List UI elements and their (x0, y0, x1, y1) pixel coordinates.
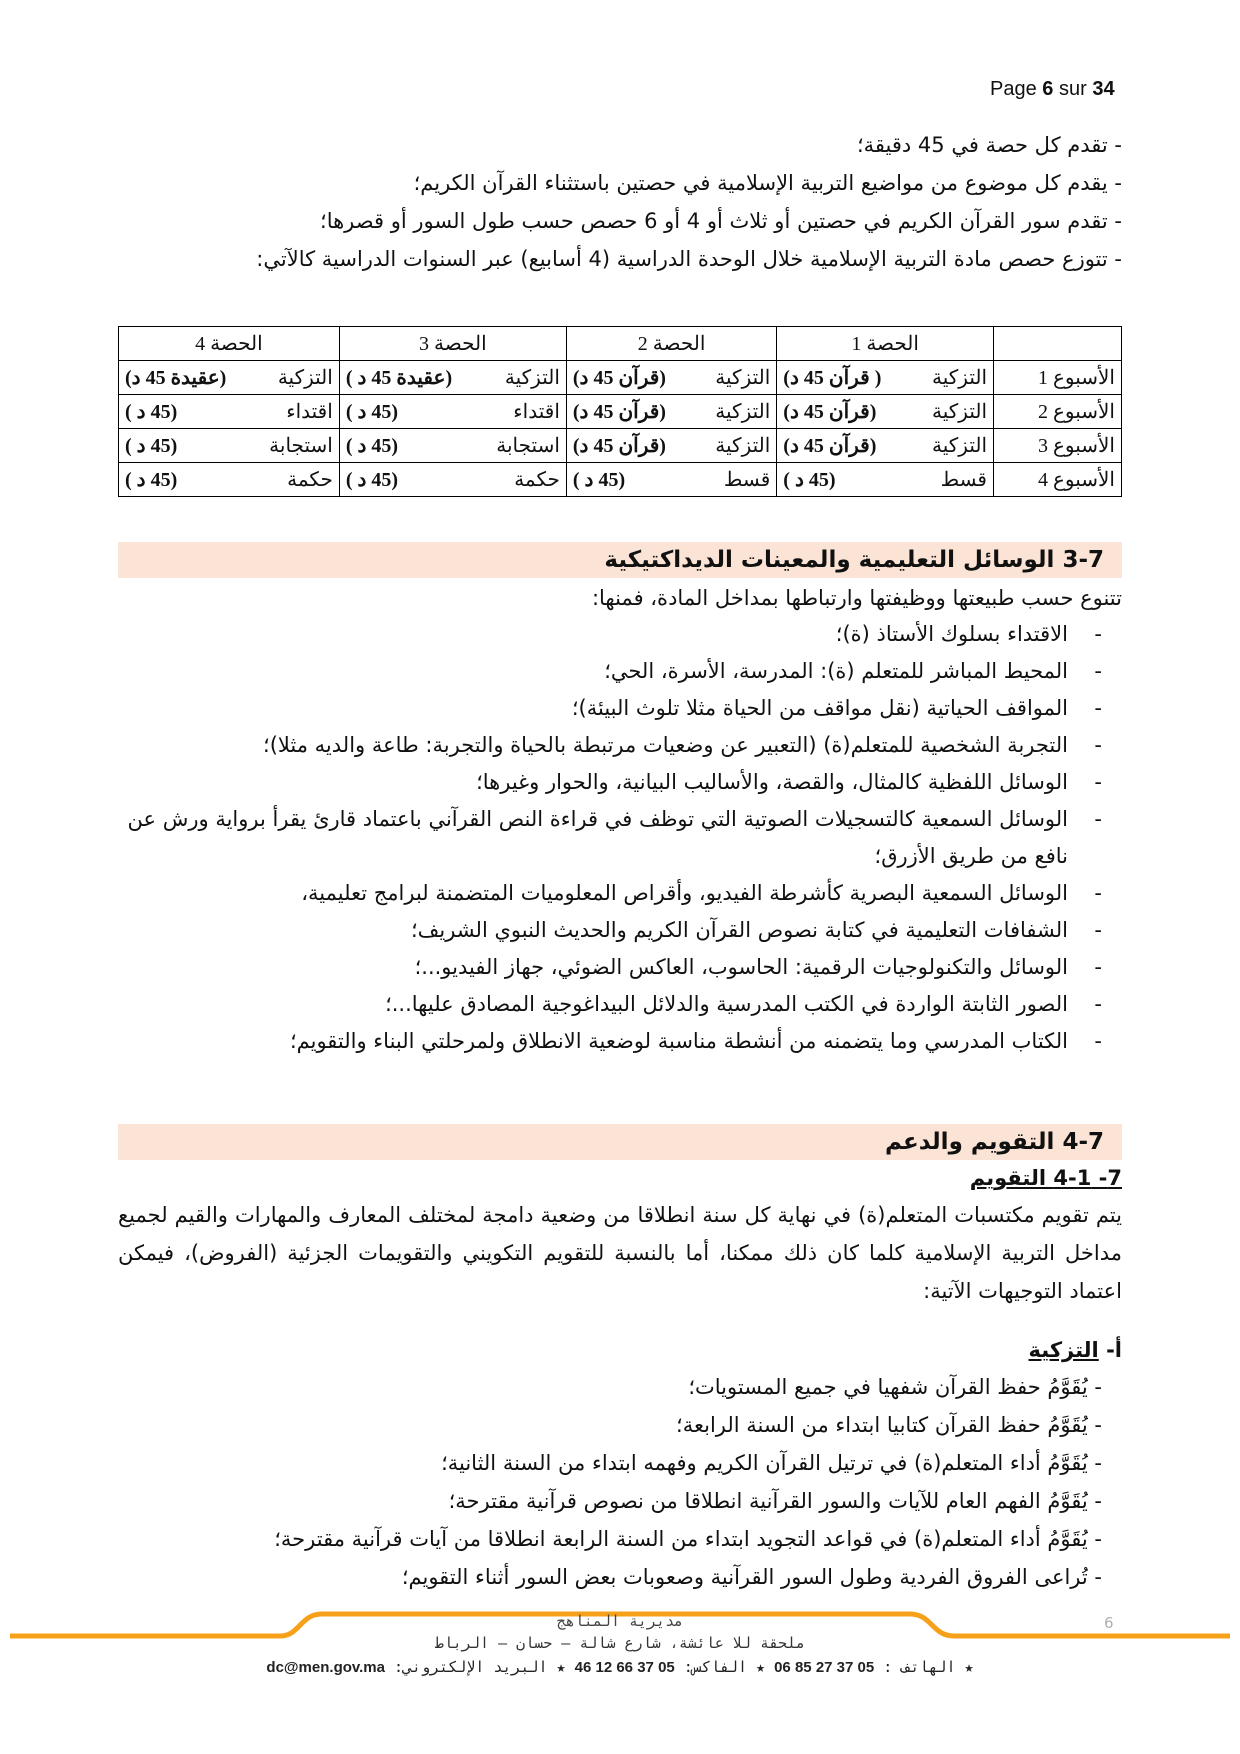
table-cell: قسط (45 د ) (777, 463, 994, 497)
table-cell: التزكية (قرآن 45 د) (777, 395, 994, 429)
empty-corner-cell (994, 327, 1122, 361)
tazkiya-heading: أ- التزكية (1028, 1338, 1122, 1362)
intro-line: - يقدم كل موضوع من مواضيع التربية الإسلامية في حصتين باستثناء القرآن الكريم؛ (413, 171, 1122, 195)
table-cell: التزكية (قرآن 45 د) (566, 361, 776, 395)
schedule-header-row (119, 327, 1122, 361)
table-cell: اقتداء (45 د ) (119, 395, 340, 429)
list-item: - الوسائل اللفظية كالمثال، والقصة، والأساليب البيانية، والحوار وغيرها؛ (118, 764, 1102, 801)
list-item: - الشفافات التعليمية في كتابة نصوص القرآن الكريم والحديث النبوي الشريف؛ (118, 912, 1102, 949)
evaluation-paragraph (118, 1196, 1122, 1310)
table-cell: التزكية ( قرآن 45 د) (777, 361, 994, 395)
table-cell: التزكية (عقيدة 45 د ) (339, 361, 566, 395)
header-cell: الحصة 3 (339, 327, 566, 361)
table-row (119, 463, 1122, 497)
table-row (119, 361, 1122, 395)
header-cell: الحصة 4 (119, 327, 340, 361)
section-heading-4-7: 4-7 التقويم والدعم (118, 1124, 1122, 1160)
week-cell: الأسبوع 3 (994, 429, 1122, 463)
paragraph-text: يتم تقويم مكتسبات المتعلم(ة) في نهاية كل سنة انطلاقا من وضعية دامجة لمختلف المعارف والمهارات والقيم لجميع مداخل التربية الإسلامية كلما كان ذلك ممكنا، أما بالنسبة للتقويم التكويني والتقويمات الجزئية (الفروض)، فيمكن اعتماد التوجيهات الآتية: (118, 1203, 1122, 1303)
section-heading-3-7: 3-7 الوسائل التعليمية والمعينات الديداكتيكية (118, 542, 1122, 578)
table-cell: حكمة (45 د ) (339, 463, 566, 497)
list-item: - يُقَوَّمُ أداء المتعلم(ة) في قواعد التجويد ابتداء من السنة الرابعة انطلاقا من آيات قرآنية مقترحة؛ (274, 1527, 1102, 1551)
tazkiya-list (118, 1368, 1122, 1596)
footer-page-number: 6 (1104, 1614, 1114, 1632)
list-item: - الوسائل والتكنولوجيات الرقمية: الحاسوب، العاكس الضوئي، جهاز الفيديو...؛ (118, 949, 1102, 986)
header-cell: الحصة 2 (566, 327, 776, 361)
section-3-7-body (118, 580, 1122, 1060)
table-row (119, 395, 1122, 429)
list-item: - التجربة الشخصية للمتعلم(ة) (التعبير عن وضعيات مرتبطة بالحياة والتجربة: طاعة والديه مثلا)؛ (118, 727, 1102, 764)
week-cell: الأسبوع 2 (994, 395, 1122, 429)
table-cell: استجابة (45 د ) (339, 429, 566, 463)
week-cell: الأسبوع 4 (994, 463, 1122, 497)
page-number: Page 6 sur 34 (990, 78, 1115, 100)
intro-list (118, 126, 1122, 278)
subsection-heading: 7- 4-1 التقويم (969, 1166, 1122, 1190)
table-row (119, 429, 1122, 463)
intro-line: - تقدم سور القرآن الكريم في حصتين أو ثلاث أو 4 أو 6 حصص حسب طول السور أو قصرها؛ (320, 209, 1122, 233)
list-item: - الصور الثابتة الواردة في الكتب المدرسية والدلائل البيداغوجية المصادق عليها...؛ (118, 986, 1102, 1023)
list-item: - يُقَوَّمُ حفظ القرآن كتابيا ابتداء من السنة الرابعة؛ (676, 1413, 1102, 1437)
intro-line: - تتوزع حصص مادة التربية الإسلامية خلال الوحدة الدراسية (4 أسابيع) عبر السنوات الدراسية كالآتي: (256, 247, 1122, 271)
list-item: - تُراعى الفروق الفردية وطول السور القرآنية وصعوبات بعض السور أثناء التقويم؛ (401, 1565, 1102, 1589)
table-cell: التزكية (عقيدة 45 د) (119, 361, 340, 395)
table-cell: التزكية (قرآن 45 د) (566, 429, 776, 463)
table-cell: استجابة (45 د ) (119, 429, 340, 463)
footer-directorate: مديرية المناهج (556, 1612, 684, 1630)
list-item: - يُقَوَّمُ حفظ القرآن شفهيا في جميع المستويات؛ (688, 1375, 1102, 1399)
table-cell: قسط (45 د ) (566, 463, 776, 497)
footer-contacts: ★ الهاتف : 05 37 27 85 06 ★ الفاكس: 05 37 66 12 46 ★ البريد الإلكتروني: dc@men.gov.ma (266, 1658, 974, 1676)
list-item: - الوسائل السمعية كالتسجيلات الصوتية التي توظف في قراءة النص القرآني باعتماد قارئ يقرأ برواية ورش عن نافع من طريق الأزرق؛ (118, 801, 1102, 875)
list-item: - الوسائل السمعية البصرية كأشرطة الفيديو، وأقراص المعلوميات المتضمنة لبرامج تعليمية، (118, 875, 1102, 912)
list-item: - المواقف الحياتية (نقل مواقف من الحياة مثلا تلوث البيئة)؛ (118, 690, 1102, 727)
table-cell: التزكية (قرآن 45 د) (777, 429, 994, 463)
schedule-table (118, 326, 1122, 497)
footer-email[interactable]: dc@men.gov.ma (266, 1659, 385, 1676)
teaching-aids-list (118, 616, 1122, 1060)
list-item: - الكتاب المدرسي وما يتضمنه من أنشطة مناسبة لوضعية الانطلاق ولمرحلتي البناء والتقويم؛ (118, 1023, 1102, 1060)
table-cell: التزكية (قرآن 45 د) (566, 395, 776, 429)
section-lead: تتنوع حسب طبيعتها ووظيفتها وارتباطها بمداخل المادة، فمنها: (591, 586, 1122, 610)
footer-address: ملحقة للا عائشة، شارع شالة – حسان – الرباط (434, 1634, 806, 1652)
week-cell: الأسبوع 1 (994, 361, 1122, 395)
intro-line: - تقدم كل حصة في 45 دقيقة؛ (856, 133, 1122, 157)
header-cell: الحصة 1 (777, 327, 994, 361)
table-cell: اقتداء (45 د ) (339, 395, 566, 429)
list-item: - يُقَوَّمُ أداء المتعلم(ة) في ترتيل القرآن الكريم وفهمه ابتداء من السنة الثانية؛ (441, 1451, 1102, 1475)
table-cell: حكمة (45 د ) (119, 463, 340, 497)
list-item: - يُقَوَّمُ الفهم العام للآيات والسور القرآنية انطلاقا من نصوص قرآنية مقترحة؛ (448, 1489, 1102, 1513)
list-item: - المحيط المباشر للمتعلم (ة): المدرسة، الأسرة، الحي؛ (118, 653, 1102, 690)
list-item: - الاقتداء بسلوك الأستاذ (ة)؛ (118, 616, 1102, 653)
